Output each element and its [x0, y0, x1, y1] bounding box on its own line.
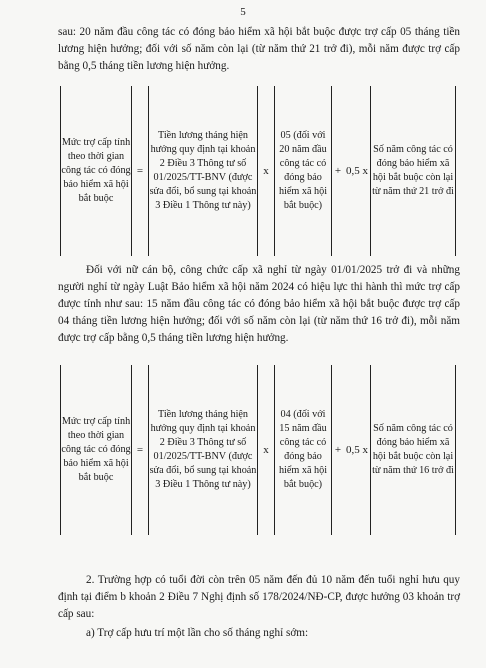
paragraph-section-2: 2. Trường hợp có tuổi đời còn trên 05 năm đến đủ 10 năm đến tuổi nghỉ hưu quy định tại điểm b khoản 2 Điều 7 Nghị định số 178/2024/NĐ-CP, được hưởng 03 khoản trợ cấp sau: [58, 574, 460, 620]
paragraph-intro: sau: 20 năm đầu công tác có đóng bảo hiểm xã hội bắt buộc được trợ cấp 05 tháng tiền lương hiện hưởng; đối với số năm còn lại (từ năm thứ 21 trở đi), mỗi năm được trợ cấp bằng 0,5 tháng tiền lương hiện hưởng. [58, 26, 460, 72]
formula-2-multiply: x [263, 444, 269, 456]
page-number: 5 [240, 6, 246, 18]
formula-2-lhs: Mức trợ cấp tính theo thời gian công tác có đóng bảo hiểm xã hội bắt buộc [61, 365, 132, 535]
formula-1-multiply: x [263, 165, 269, 177]
formula-1-remaining-years: Số năm công tác có đóng bảo hiểm xã hội bắt buộc còn lại từ năm thứ 21 trở đi [371, 86, 456, 256]
formula-1-coefficient: 0,5 x [346, 165, 368, 177]
formula-2-coefficient: 0,5 x [346, 444, 368, 456]
formula-2-remaining-years: Số năm công tác có đóng bảo hiểm xã hội bắt buộc còn lại từ năm thứ 16 trở đi [371, 365, 456, 535]
formula-1-months: 05 (đối với 20 năm đầu công tác có đóng bảo hiểm xã hội bắt buộc) [275, 86, 332, 256]
formula-2-plus: + [334, 444, 342, 456]
paragraph-section-2a: a) Trợ cấp hưu trí một lần cho số tháng nghỉ sớm: [86, 627, 309, 639]
formula-1-plus: + [334, 165, 342, 177]
paragraph-female-officials: Đối với nữ cán bộ, công chức cấp xã nghỉ từ ngày 01/01/2025 trở đi và những người nghỉ từ ngày Luật Bảo hiểm xã hội năm 2024 có hiệu lực thi hành thì mức trợ cấp được tính như sau: 15 năm đầu công tác có đóng bảo hiểm xã hội bắt buộc được trợ cấp 04 tháng tiền lương hiện hưởng; đối với số năm còn lại (từ năm thứ 16 trở đi), mỗi năm được trợ cấp bằng 0,5 tháng tiền lương hiện hưởng. [58, 264, 460, 344]
formula-table-2 [60, 365, 456, 535]
formula-table-1 [60, 86, 456, 256]
formula-1-equals: = [136, 165, 144, 177]
formula-2-equals: = [136, 444, 144, 456]
formula-2-months: 04 (đối với 15 năm đầu công tác có đóng bảo hiểm xã hội bắt buộc) [275, 365, 332, 535]
formula-1-lhs: Mức trợ cấp tính theo thời gian công tác có đóng bảo hiểm xã hội bắt buộc [61, 86, 132, 256]
formula-1-salary: Tiền lương tháng hiện hưởng quy định tại khoản 2 Điều 3 Thông tư số 01/2025/TT-BNV (được sửa đổi, bổ sung tại khoản 3 Điều 1 Thông tư này) [149, 86, 258, 256]
formula-2-salary: Tiền lương tháng hiện hưởng quy định tại khoản 2 Điều 3 Thông tư số 01/2025/TT-BNV (được sửa đổi, bổ sung tại khoản 3 Điều 1 Thông tư này) [149, 365, 258, 535]
